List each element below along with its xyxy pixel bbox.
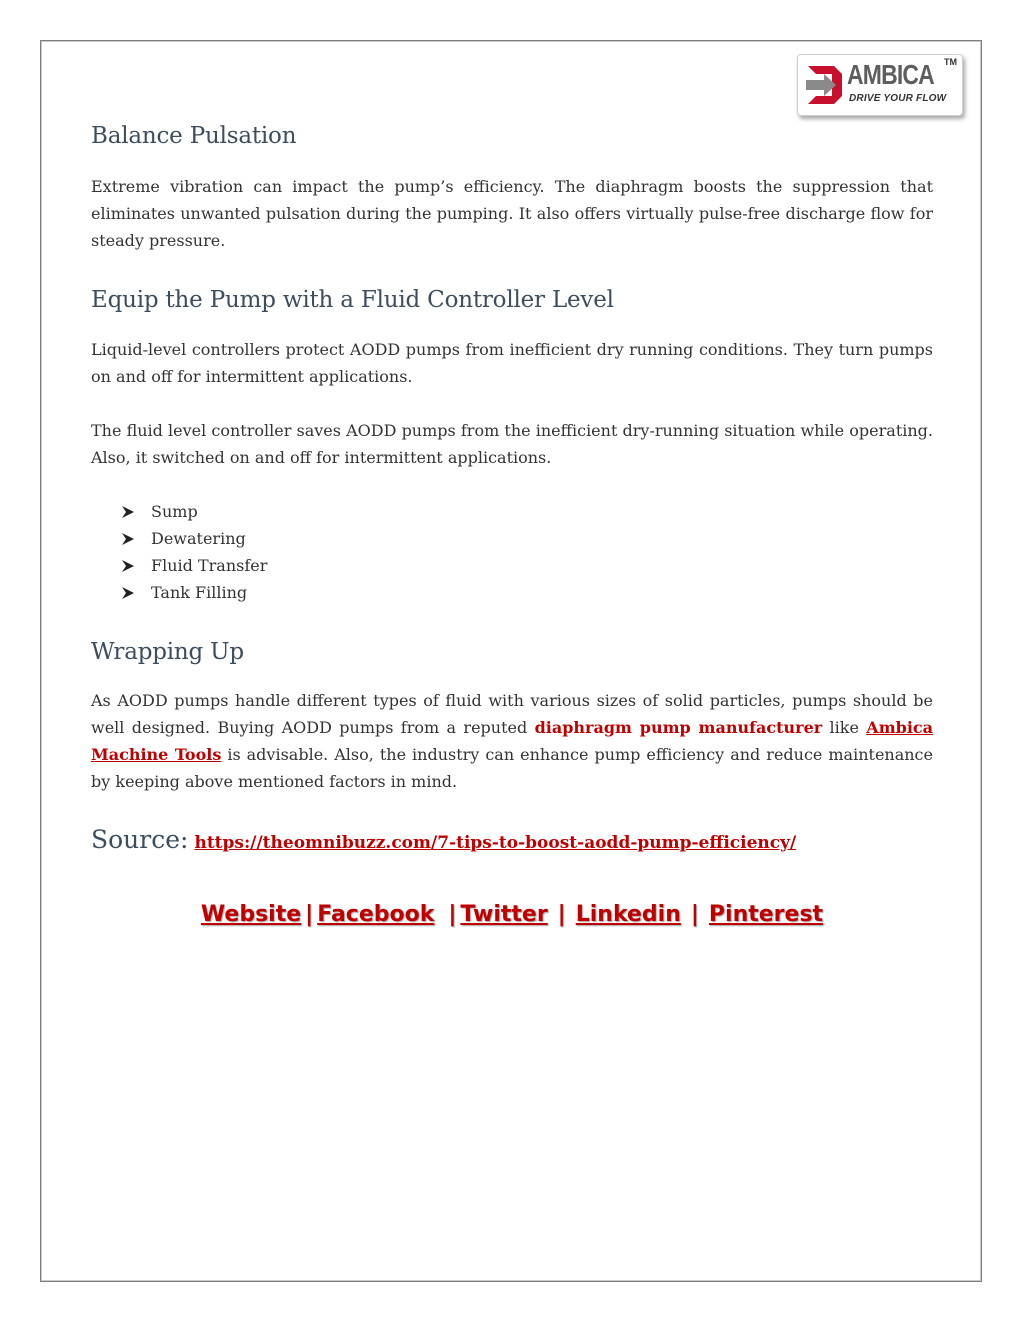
heading-fluid-controller: Equip the Pump with a Fluid Controller Level <box>91 287 614 313</box>
ambica-logo <box>797 54 963 116</box>
facebook-link[interactable]: Facebook <box>317 902 435 927</box>
source-label: Source: <box>91 825 189 854</box>
ambica-logo-mark-icon <box>804 62 844 108</box>
list-item-label: Dewatering <box>151 529 246 548</box>
text-span: like <box>822 718 867 737</box>
text-span: is advisable. Also, the industry can enhance pump efficiency and reduce maintenance by keeping above mentioned factors in mind. <box>91 745 933 791</box>
list-item <box>121 498 267 525</box>
heading-wrapping-up: Wrapping Up <box>91 639 244 665</box>
ambica-machine-tools-link[interactable]: Ambica Machine Tools <box>91 718 933 764</box>
paragraph-wrapping-up <box>91 687 933 795</box>
list-item <box>121 552 267 579</box>
separator: | <box>448 902 457 927</box>
source-url-link[interactable]: https://theomnibuzz.com/7-tips-to-boost-aodd-pump-efficiency/ <box>194 833 797 853</box>
linkedin-link[interactable]: Linkedin <box>575 902 681 927</box>
paragraph-fluid-controller-2: The fluid level controller saves AODD pumps from the inefficient dry-running situation while operating. Also, it switched on and off for intermittent applications. <box>91 421 933 467</box>
list-item <box>121 579 267 606</box>
text-span: As AODD pumps handle different types of fluid with various sizes of solid particles, pumps should be well designed. Buying AODD pumps from a reputed <box>91 691 933 737</box>
website-link[interactable]: Website <box>200 902 302 927</box>
logo-name: AMBICA <box>847 59 934 90</box>
list-item <box>121 525 267 552</box>
pinterest-link[interactable]: Pinterest <box>708 902 824 927</box>
social-links <box>0 902 1024 927</box>
list-item-label: Sump <box>151 502 198 521</box>
paragraph-balance-pulsation: Extreme vibration can impact the pump’s efficiency. The diaphragm boosts the suppression that eliminates unwanted pulsation during the pumping. It also offers virtually pulse-free discharge flow for steady pressure. <box>91 177 933 250</box>
separator: | <box>690 902 699 927</box>
logo-trademark: TM <box>944 57 957 67</box>
twitter-link[interactable]: Twitter <box>460 902 548 927</box>
source-row <box>91 822 796 858</box>
application-list <box>121 498 267 606</box>
list-item-label: Fluid Transfer <box>151 556 268 575</box>
arrow-bullet-icon <box>121 559 135 573</box>
arrow-bullet-icon <box>121 505 135 519</box>
logo-tagline: DRIVE YOUR FLOW <box>849 93 947 104</box>
heading-balance-pulsation: Balance Pulsation <box>91 123 297 149</box>
list-item-label: Tank Filling <box>151 583 248 602</box>
arrow-bullet-icon <box>121 532 135 546</box>
arrow-bullet-icon <box>121 586 135 600</box>
separator: | <box>557 902 566 927</box>
separator: | <box>305 902 314 927</box>
diaphragm-pump-manufacturer-link[interactable]: diaphragm pump manufacturer <box>534 718 823 737</box>
paragraph-fluid-controller-1: Liquid-level controllers protect AODD pumps from inefficient dry running conditions. They turn pumps on and off for intermittent applications. <box>91 340 933 386</box>
